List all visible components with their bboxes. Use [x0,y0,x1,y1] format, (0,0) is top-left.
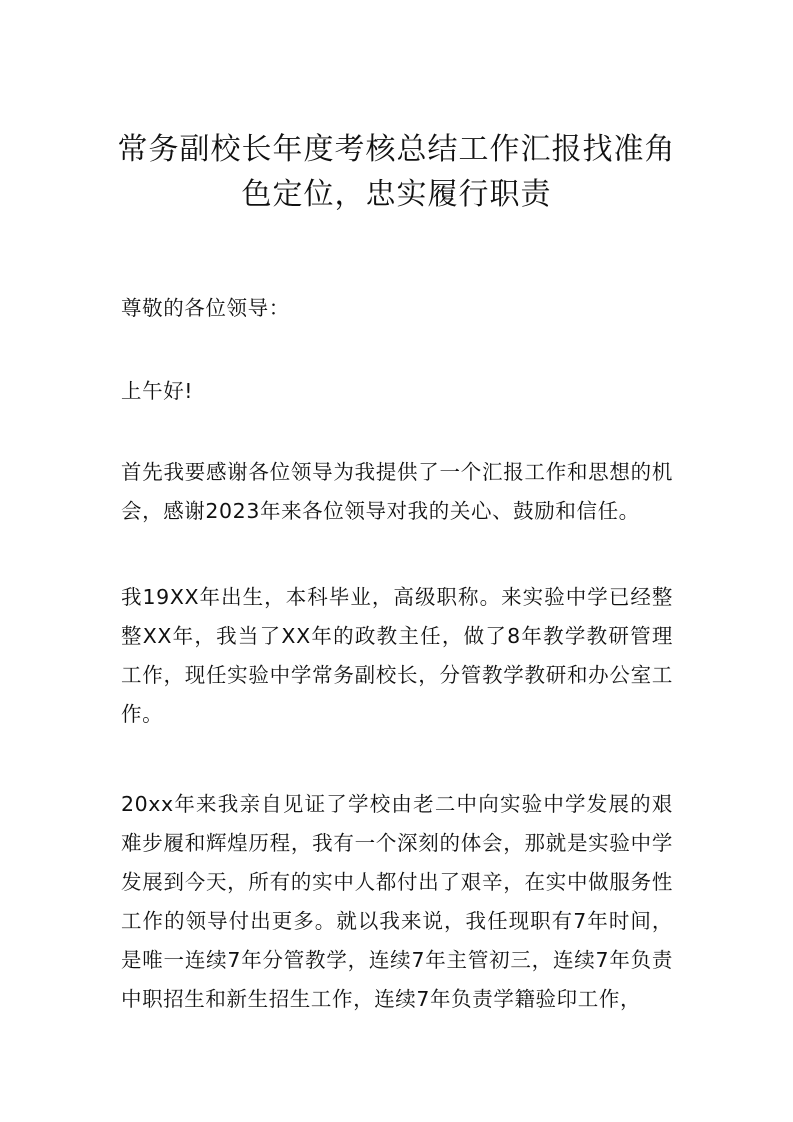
paragraph-thanks: 首先我要感谢各位领导为我提供了一个汇报工作和思想的机会，感谢2023年来各位领导对我的关心、鼓励和信任。 [121,460,673,523]
document-title-line-2: 色定位，忠实履行职责 [241,177,552,212]
greeting: 上午好! [121,379,194,403]
salutation: 尊敬的各位领导： [121,296,290,320]
paragraph-work-history: 20xx年来我亲自见证了学校由老二中向实验中学发展的艰难步履和辉煌历程，我有一个深刻的体会，那就是实验中学发展到今天，所有的实中人都付出了艰辛，在实中做服务性工作的领导付出更多。就以我来说，我任现职有7年时间，是唯一连续7年分管教学，连续7年主管初三，连续7年负责中职招生和新生招生工作，连续7年负责学籍验印工作， [121,792,673,1011]
paragraph-self-introduction: 我19XX年出生，本科毕业，高级职称。来实验中学已经整整XX年，我当了XX年的政教主任，做了8年教学教研管理工作，现任实验中学常务副校长，分管教学教研和办公室工作。 [121,585,673,726]
document-title-line-1: 常务副校长年度考核总结工作汇报找准角 [117,132,676,167]
